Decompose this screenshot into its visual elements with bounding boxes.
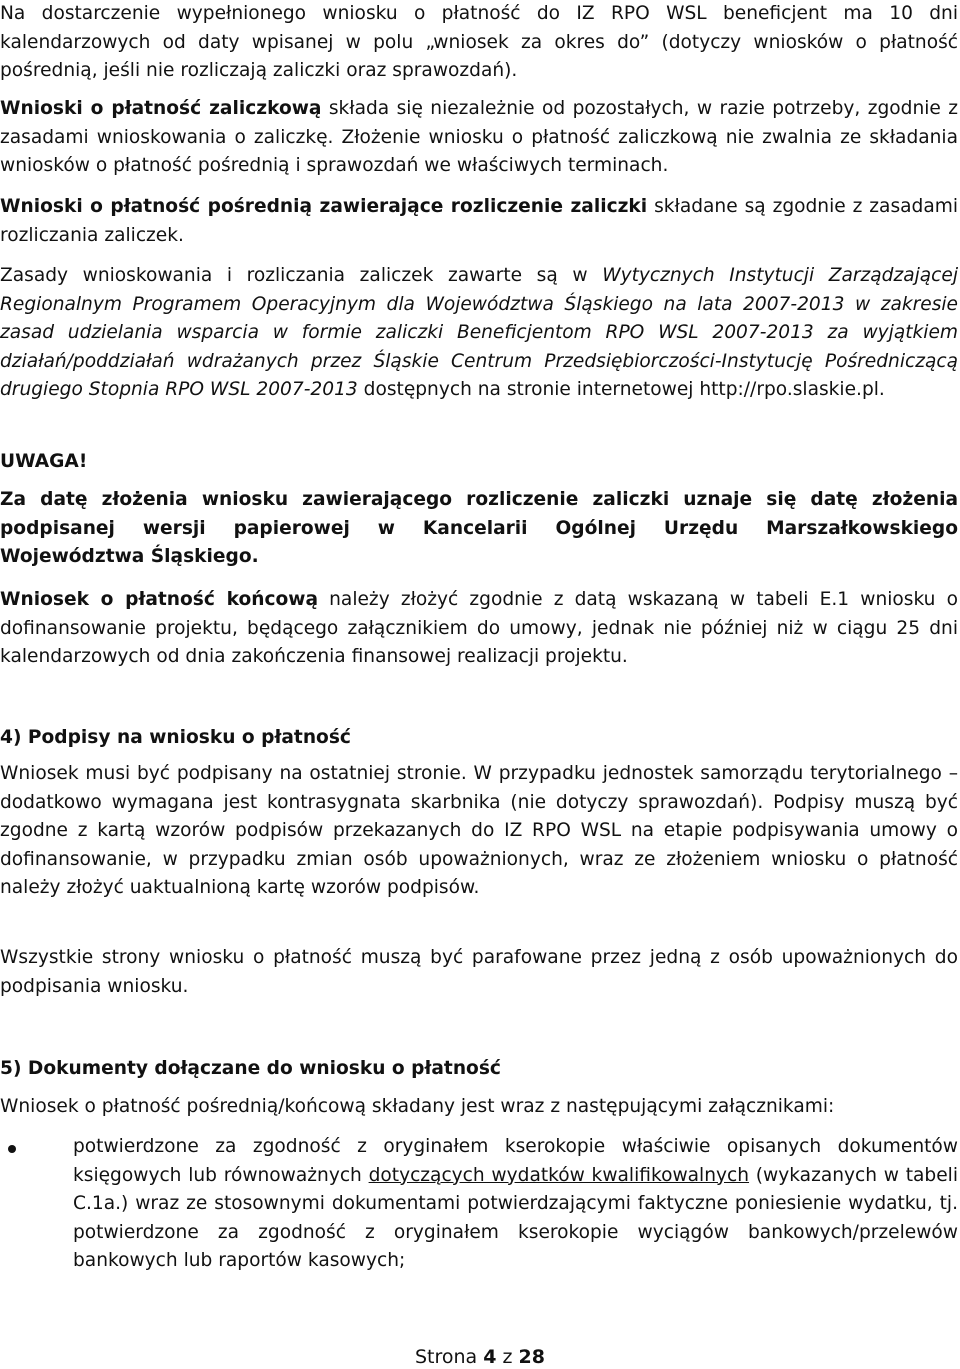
page-footer bbox=[0, 1345, 960, 1369]
paragraph-submission-date bbox=[0, 486, 958, 572]
paragraph-text: potwierdzone za zgodność z oryginałem kserokopie właściwie opisanych dokumentów księgowych lub równoważnych bbox=[73, 1136, 958, 1186]
section-heading-attachments: 5) Dokumenty dołączane do wniosku o płatność bbox=[0, 1058, 501, 1079]
section-heading-signatures: 4) Podpisy na wniosku o płatność bbox=[0, 727, 351, 748]
paragraph-submission-deadline bbox=[0, 0, 958, 86]
footer-prefix: Strona bbox=[414, 1346, 484, 1368]
paragraph-text: dostępnych na stronie internetowej http://rpo.slaskie.pl. bbox=[357, 379, 885, 401]
paragraph-text: należy złożyć zgodnie z datą wskazaną w tabeli E.1 wniosku o dofinansowanie projektu, będącego załącznikiem do umowy, jednak nie później niż w ciągu 25 dni kalendarzowych od dnia zakończenia finansowej realizacji projektu. bbox=[0, 589, 958, 668]
paragraph-final-payment bbox=[0, 586, 958, 672]
current-page-number: 4 bbox=[483, 1346, 497, 1368]
guidelines-title: Wytycznych Instytucji Zarządzającej Regionalnym Programem Operacyjnym dla Województwa Śląskiego na lata 2007-2013 w zakresie zasad udzielania wsparcia w formie zaliczki Beneficjentom RPO WSL 2007-2013 za wyjątkiem działań/poddziałań wdrażanych przez Śląskie Centrum Przedsiębiorczości-Instytucję Pośredniczącą drugiego Stopnia RPO WSL 2007-2013 bbox=[0, 265, 959, 401]
list-item-text bbox=[73, 1133, 958, 1276]
paragraph-signatures: Wniosek musi być podpisany na ostatniej stronie. W przypadku jednostek samorządu terytorialnego – dodatkowo wymagana jest kontrasygnata skarbnika (nie dotyczy sprawozdań). Podpisy muszą być zgodne z kartą wzorów podpisów przekazanych do IZ RPO WSL na etapie podpisywania umowy o dofinansowanie, w przypadku zmian osób upoważnionych, wraz ze złożeniem wniosku o płatność należy złożyć uaktualnioną kartę wzorów podpisów. bbox=[0, 763, 958, 899]
footer-separator: z bbox=[496, 1346, 519, 1368]
paragraph-attachments-intro: Wniosek o płatność pośrednią/końcową składany jest wraz z następującymi załącznikami: bbox=[0, 1096, 835, 1117]
bold-lead: Wniosek o płatność końcową bbox=[0, 589, 318, 610]
bold-lead: Wnioski o płatność pośrednią zawierające rozliczenie zaliczki bbox=[0, 196, 648, 217]
bold-lead: Wnioski o płatność zaliczkową bbox=[0, 98, 322, 119]
paragraph-text: (wykazanych w tabeli C.1a.) wraz ze stosownymi dokumentami potwierdzającymi faktyczne poniesienie wydatku, tj. potwierdzone za zgodność z oryginałem kserokopie wyciągów bankowych/przelewów bankowych lub raportów kasowych; bbox=[73, 1164, 958, 1272]
warning-label: UWAGA! bbox=[0, 451, 88, 472]
paragraph-initials: Wszystkie strony wniosku o płatność muszą być parafowane przez jedną z osób upoważnionych do podpisania wniosku. bbox=[0, 947, 958, 997]
underlined-text: dotyczących wydatków kwalifikowalnych bbox=[368, 1164, 750, 1186]
paragraph-advance-rules bbox=[0, 262, 958, 405]
bullet-icon bbox=[8, 1145, 16, 1153]
paragraph-intermediate-payment bbox=[0, 193, 958, 250]
paragraph-text: Zasady wnioskowania i rozliczania zaliczek zawarte są w bbox=[0, 265, 603, 286]
paragraph-text: Na dostarczenie wypełnionego wniosku o płatność do IZ RPO WSL beneficjent ma 10 dni kalendarzowych od daty wpisanej w polu „wniosek za okres do” (dotyczy wniosków o płatność pośrednią, jeśli nie rozliczają zaliczki oraz sprawozdań). bbox=[0, 3, 958, 82]
paragraph-advance-payment bbox=[0, 95, 958, 181]
paragraph-text: Za datę złożenia wniosku zawierającego rozliczenie zaliczki uznaje się datę złożenia podpisanej wersji papierowej w Kancelarii Ogólnej Urzędu Marszałkowskiego Województwa Śląskiego. bbox=[0, 489, 958, 568]
paragraph-text: składa się niezależnie od pozostałych, w razie potrzeby, zgodnie z zasadami wnioskowania o zaliczkę. Złożenie wniosku o płatność zaliczkową nie zwalnia ze składania wniosków o płatność pośrednią i sprawozdań we właściwych terminach. bbox=[0, 98, 958, 177]
paragraph-text: składane są zgodnie z zasadami rozliczania zaliczek. bbox=[0, 196, 958, 246]
total-pages: 28 bbox=[518, 1346, 545, 1368]
